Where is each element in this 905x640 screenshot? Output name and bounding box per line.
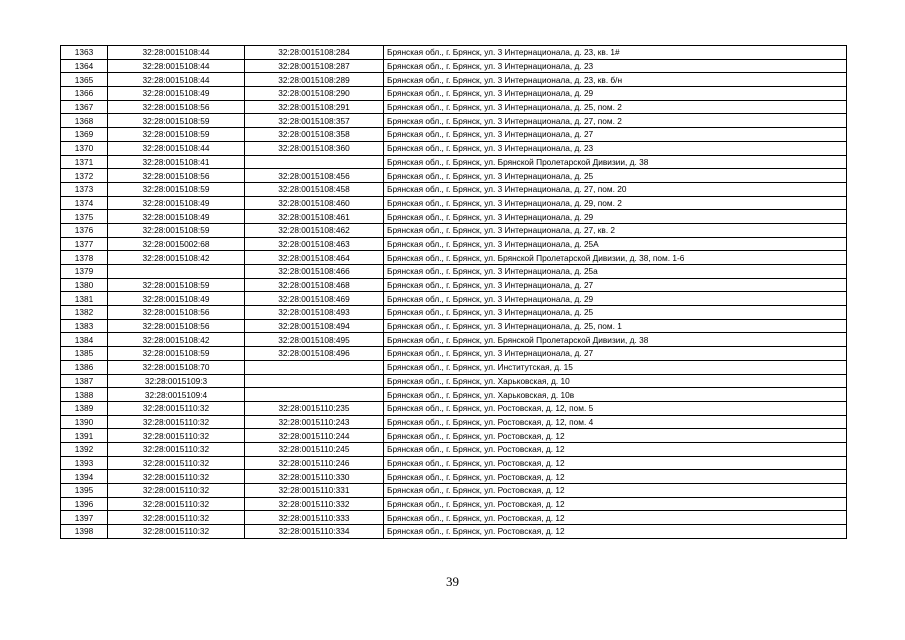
table-row (61, 73, 847, 87)
address-cell: Брянская обл., г. Брянск, ул. 3 Интернационала, д. 27 (384, 347, 847, 361)
address-cell: Брянская обл., г. Брянск, ул. 3 Интернационала, д. 29 (384, 87, 847, 101)
land-cadastral-number-cell: 32:28:0015108:59 (108, 347, 245, 361)
table-row (61, 237, 847, 251)
table-row (61, 100, 847, 114)
address-cell: Брянская обл., г. Брянск, ул. Ростовская, д. 12 (384, 456, 847, 470)
object-cadastral-number-cell: 32:28:0015110:235 (245, 401, 384, 415)
address-cell: Брянская обл., г. Брянск, ул. 3 Интернационала, д. 29 (384, 292, 847, 306)
row-number-cell: 1390 (61, 415, 108, 429)
address-cell: Брянская обл., г. Брянск, ул. Ростовская, д. 12 (384, 525, 847, 539)
address-cell: Брянская обл., г. Брянск, ул. Ростовская, д. 12 (384, 497, 847, 511)
row-number-cell: 1376 (61, 223, 108, 237)
row-number-cell: 1392 (61, 442, 108, 456)
address-cell: Брянская обл., г. Брянск, ул. Брянской Пролетарской Дивизии, д. 38 (384, 155, 847, 169)
land-cadastral-number-cell: 32:28:0015108:42 (108, 333, 245, 347)
object-cadastral-number-cell (245, 374, 384, 388)
land-cadastral-number-cell: 32:28:0015108:49 (108, 210, 245, 224)
object-cadastral-number-cell: 32:28:0015108:464 (245, 251, 384, 265)
object-cadastral-number-cell: 32:28:0015110:333 (245, 511, 384, 525)
object-cadastral-number-cell: 32:28:0015108:469 (245, 292, 384, 306)
address-cell: Брянская обл., г. Брянск, ул. 3 Интернационала, д. 27 (384, 128, 847, 142)
address-cell: Брянская обл., г. Брянск, ул. Харьковская, д. 10в (384, 388, 847, 402)
row-number-cell: 1391 (61, 429, 108, 443)
land-cadastral-number-cell: 32:28:0015108:56 (108, 100, 245, 114)
land-cadastral-number-cell: 32:28:0015110:32 (108, 511, 245, 525)
land-cadastral-number-cell: 32:28:0015109:3 (108, 374, 245, 388)
row-number-cell: 1366 (61, 87, 108, 101)
object-cadastral-number-cell: 32:28:0015108:468 (245, 278, 384, 292)
land-cadastral-number-cell: 32:28:0015108:59 (108, 223, 245, 237)
address-cell: Брянская обл., г. Брянск, ул. 3 Интернационала, д. 25А (384, 237, 847, 251)
row-number-cell: 1398 (61, 525, 108, 539)
row-number-cell: 1394 (61, 470, 108, 484)
object-cadastral-number-cell: 32:28:0015108:456 (245, 169, 384, 183)
land-cadastral-number-cell: 32:28:0015108:44 (108, 46, 245, 60)
address-cell: Брянская обл., г. Брянск, ул. 3 Интернационала, д. 27, пом. 20 (384, 182, 847, 196)
table-row (61, 360, 847, 374)
address-cell: Брянская обл., г. Брянск, ул. Ростовская, д. 12, пом. 5 (384, 401, 847, 415)
table-row (61, 401, 847, 415)
row-number-cell: 1387 (61, 374, 108, 388)
address-cell: Брянская обл., г. Брянск, ул. 3 Интернационала, д. 23 (384, 141, 847, 155)
land-cadastral-number-cell: 32:28:0015108:70 (108, 360, 245, 374)
table-row (61, 141, 847, 155)
land-cadastral-number-cell: 32:28:0015108:42 (108, 251, 245, 265)
address-cell: Брянская обл., г. Брянск, ул. 3 Интернационала, д. 29 (384, 210, 847, 224)
address-cell: Брянская обл., г. Брянск, ул. Институтская, д. 15 (384, 360, 847, 374)
object-cadastral-number-cell: 32:28:0015108:360 (245, 141, 384, 155)
table-row (61, 374, 847, 388)
row-number-cell: 1393 (61, 456, 108, 470)
table-row (61, 46, 847, 60)
row-number-cell: 1368 (61, 114, 108, 128)
row-number-cell: 1365 (61, 73, 108, 87)
object-cadastral-number-cell (245, 388, 384, 402)
table-row (61, 319, 847, 333)
land-cadastral-number-cell: 32:28:0015110:32 (108, 429, 245, 443)
table-row (61, 456, 847, 470)
table-row (61, 182, 847, 196)
table-row (61, 442, 847, 456)
address-cell: Брянская обл., г. Брянск, ул. Ростовская, д. 12, пом. 4 (384, 415, 847, 429)
land-cadastral-number-cell: 32:28:0015110:32 (108, 525, 245, 539)
object-cadastral-number-cell: 32:28:0015110:243 (245, 415, 384, 429)
address-cell: Брянская обл., г. Брянск, ул. 3 Интернационала, д. 25, пом. 2 (384, 100, 847, 114)
table-row (61, 169, 847, 183)
address-cell: Брянская обл., г. Брянск, ул. 3 Интернационала, д. 23, кв. б/н (384, 73, 847, 87)
address-cell: Брянская обл., г. Брянск, ул. 3 Интернационала, д. 25 (384, 169, 847, 183)
row-number-cell: 1389 (61, 401, 108, 415)
land-cadastral-number-cell: 32:28:0015109:4 (108, 388, 245, 402)
address-cell: Брянская обл., г. Брянск, ул. 3 Интернационала, д. 25а (384, 265, 847, 279)
row-number-cell: 1370 (61, 141, 108, 155)
object-cadastral-number-cell: 32:28:0015108:290 (245, 87, 384, 101)
land-cadastral-number-cell: 32:28:0015110:32 (108, 497, 245, 511)
table-row (61, 278, 847, 292)
row-number-cell: 1372 (61, 169, 108, 183)
address-cell: Брянская обл., г. Брянск, ул. Ростовская, д. 12 (384, 470, 847, 484)
object-cadastral-number-cell: 32:28:0015108:291 (245, 100, 384, 114)
row-number-cell: 1386 (61, 360, 108, 374)
address-cell: Брянская обл., г. Брянск, ул. 3 Интернационала, д. 27, кв. 2 (384, 223, 847, 237)
table-row (61, 292, 847, 306)
object-cadastral-number-cell: 32:28:0015108:284 (245, 46, 384, 60)
row-number-cell: 1383 (61, 319, 108, 333)
table-row (61, 347, 847, 361)
land-cadastral-number-cell: 32:28:0015002:68 (108, 237, 245, 251)
object-cadastral-number-cell: 32:28:0015110:332 (245, 497, 384, 511)
table-row (61, 333, 847, 347)
land-cadastral-number-cell: 32:28:0015108:59 (108, 182, 245, 196)
address-cell: Брянская обл., г. Брянск, ул. 3 Интернационала, д. 25 (384, 306, 847, 320)
row-number-cell: 1377 (61, 237, 108, 251)
table-row (61, 497, 847, 511)
row-number-cell: 1374 (61, 196, 108, 210)
object-cadastral-number-cell: 32:28:0015108:495 (245, 333, 384, 347)
row-number-cell: 1375 (61, 210, 108, 224)
land-cadastral-number-cell: 32:28:0015108:49 (108, 87, 245, 101)
address-cell: Брянская обл., г. Брянск, ул. Ростовская, д. 12 (384, 511, 847, 525)
row-number-cell: 1364 (61, 59, 108, 73)
land-cadastral-number-cell: 32:28:0015110:32 (108, 484, 245, 498)
address-cell: Брянская обл., г. Брянск, ул. Харьковская, д. 10 (384, 374, 847, 388)
land-cadastral-number-cell: 32:28:0015108:44 (108, 59, 245, 73)
table-body (61, 46, 847, 539)
row-number-cell: 1367 (61, 100, 108, 114)
row-number-cell: 1395 (61, 484, 108, 498)
object-cadastral-number-cell: 32:28:0015108:466 (245, 265, 384, 279)
row-number-cell: 1373 (61, 182, 108, 196)
object-cadastral-number-cell: 32:28:0015108:460 (245, 196, 384, 210)
land-cadastral-number-cell: 32:28:0015110:32 (108, 456, 245, 470)
table-row (61, 470, 847, 484)
object-cadastral-number-cell: 32:28:0015110:245 (245, 442, 384, 456)
table-row (61, 511, 847, 525)
land-cadastral-number-cell: 32:28:0015108:59 (108, 128, 245, 142)
table-row (61, 429, 847, 443)
table-row (61, 525, 847, 539)
object-cadastral-number-cell: 32:28:0015108:496 (245, 347, 384, 361)
table-row (61, 388, 847, 402)
table-row (61, 155, 847, 169)
object-cadastral-number-cell (245, 155, 384, 169)
object-cadastral-number-cell: 32:28:0015108:493 (245, 306, 384, 320)
table-row (61, 196, 847, 210)
land-cadastral-number-cell: 32:28:0015110:32 (108, 442, 245, 456)
object-cadastral-number-cell: 32:28:0015108:358 (245, 128, 384, 142)
land-cadastral-number-cell: 32:28:0015108:49 (108, 292, 245, 306)
address-cell: Брянская обл., г. Брянск, ул. Брянской Пролетарской Дивизии, д. 38 (384, 333, 847, 347)
land-cadastral-number-cell: 32:28:0015108:41 (108, 155, 245, 169)
object-cadastral-number-cell: 32:28:0015110:331 (245, 484, 384, 498)
address-cell: Брянская обл., г. Брянск, ул. Ростовская, д. 12 (384, 429, 847, 443)
object-cadastral-number-cell: 32:28:0015108:287 (245, 59, 384, 73)
object-cadastral-number-cell: 32:28:0015108:463 (245, 237, 384, 251)
address-cell: Брянская обл., г. Брянск, ул. Ростовская, д. 12 (384, 484, 847, 498)
table-row (61, 87, 847, 101)
object-cadastral-number-cell: 32:28:0015110:246 (245, 456, 384, 470)
address-cell: Брянская обл., г. Брянск, ул. Брянской Пролетарской Дивизии, д. 38, пом. 1-6 (384, 251, 847, 265)
address-cell: Брянская обл., г. Брянск, ул. 3 Интернационала, д. 29, пом. 2 (384, 196, 847, 210)
row-number-cell: 1396 (61, 497, 108, 511)
object-cadastral-number-cell: 32:28:0015110:334 (245, 525, 384, 539)
object-cadastral-number-cell: 32:28:0015108:289 (245, 73, 384, 87)
row-number-cell: 1388 (61, 388, 108, 402)
row-number-cell: 1369 (61, 128, 108, 142)
table-row (61, 265, 847, 279)
page-number: 39 (446, 574, 459, 589)
address-cell: Брянская обл., г. Брянск, ул. 3 Интернационала, д. 23 (384, 59, 847, 73)
property-registry-table (60, 45, 847, 539)
land-cadastral-number-cell: 32:28:0015108:56 (108, 306, 245, 320)
object-cadastral-number-cell: 32:28:0015110:244 (245, 429, 384, 443)
object-cadastral-number-cell: 32:28:0015110:330 (245, 470, 384, 484)
row-number-cell: 1371 (61, 155, 108, 169)
table-row (61, 210, 847, 224)
table-row (61, 306, 847, 320)
row-number-cell: 1384 (61, 333, 108, 347)
land-cadastral-number-cell: 32:28:0015108:49 (108, 196, 245, 210)
row-number-cell: 1397 (61, 511, 108, 525)
object-cadastral-number-cell (245, 360, 384, 374)
land-cadastral-number-cell: 32:28:0015108:44 (108, 141, 245, 155)
row-number-cell: 1382 (61, 306, 108, 320)
row-number-cell: 1378 (61, 251, 108, 265)
table-row (61, 484, 847, 498)
row-number-cell: 1385 (61, 347, 108, 361)
land-cadastral-number-cell: 32:28:0015110:32 (108, 415, 245, 429)
address-cell: Брянская обл., г. Брянск, ул. 3 Интернационала, д. 25, пом. 1 (384, 319, 847, 333)
object-cadastral-number-cell: 32:28:0015108:462 (245, 223, 384, 237)
land-cadastral-number-cell: 32:28:0015108:56 (108, 319, 245, 333)
table-row (61, 128, 847, 142)
object-cadastral-number-cell: 32:28:0015108:458 (245, 182, 384, 196)
object-cadastral-number-cell: 32:28:0015108:461 (245, 210, 384, 224)
land-cadastral-number-cell (108, 265, 245, 279)
table-row (61, 114, 847, 128)
land-cadastral-number-cell: 32:28:0015110:32 (108, 401, 245, 415)
address-cell: Брянская обл., г. Брянск, ул. 3 Интернационала, д. 23, кв. 1# (384, 46, 847, 60)
object-cadastral-number-cell: 32:28:0015108:494 (245, 319, 384, 333)
land-cadastral-number-cell: 32:28:0015108:59 (108, 278, 245, 292)
land-cadastral-number-cell: 32:28:0015108:59 (108, 114, 245, 128)
table-row (61, 223, 847, 237)
row-number-cell: 1363 (61, 46, 108, 60)
table-row (61, 415, 847, 429)
row-number-cell: 1379 (61, 265, 108, 279)
land-cadastral-number-cell: 32:28:0015108:56 (108, 169, 245, 183)
land-cadastral-number-cell: 32:28:0015108:44 (108, 73, 245, 87)
row-number-cell: 1380 (61, 278, 108, 292)
object-cadastral-number-cell: 32:28:0015108:357 (245, 114, 384, 128)
table-row (61, 59, 847, 73)
address-cell: Брянская обл., г. Брянск, ул. 3 Интернационала, д. 27 (384, 278, 847, 292)
table-row (61, 251, 847, 265)
address-cell: Брянская обл., г. Брянск, ул. 3 Интернационала, д. 27, пом. 2 (384, 114, 847, 128)
row-number-cell: 1381 (61, 292, 108, 306)
address-cell: Брянская обл., г. Брянск, ул. Ростовская, д. 12 (384, 442, 847, 456)
land-cadastral-number-cell: 32:28:0015110:32 (108, 470, 245, 484)
